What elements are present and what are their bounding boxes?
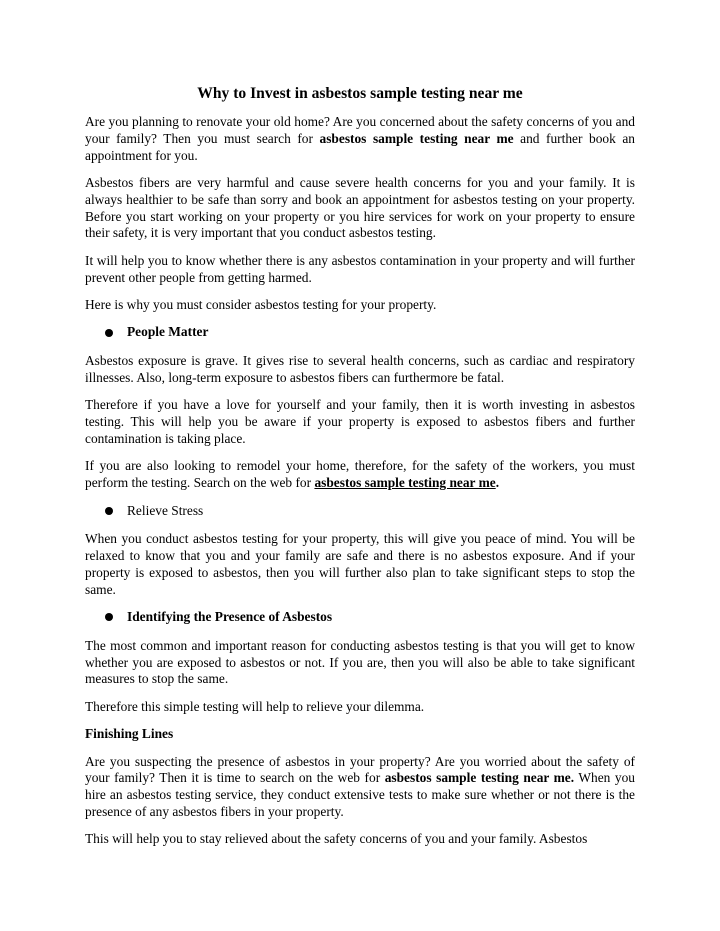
bullet-identifying (105, 609, 635, 626)
bullet-dot-icon (105, 329, 113, 337)
paragraph-love: Therefore if you have a love for yourself and your family, then it is worth investing in asbestos testing. This will help you be aware if your property is exposed to asbestos fibers and further contamination is taking place. (85, 397, 635, 446)
bullet-label: Identifying the Presence of Asbestos (127, 609, 333, 625)
paragraph-suspecting-end: When you hire an asbestos testing service, they conduct extensive tests to make sure whether or not there is the presence of any asbestos fibers in your property. (85, 770, 635, 820)
keyword-bold: asbestos sample testing near me (319, 130, 514, 146)
bullet-label: Relieve Stress (127, 502, 204, 518)
paragraph-reason: The most common and important reason for conducting asbestos testing is that you will get to know whether you are exposed to asbestos or not. If you are, then you will also be able to take significant measures to stop the same. (85, 637, 635, 687)
bullet-relieve-stress (105, 503, 635, 520)
paragraph-peace: When you conduct asbestos testing for your property, this will give you peace of mind. You will be relaxed to know that you and your family are safe and there is no asbestos exposure. And if your property is exposed to asbestos, then you will further also plan to take significant steps to stop the same. (85, 531, 635, 597)
paragraph-why: Here is why you must consider asbestos testing for your property. (85, 296, 437, 312)
keyword-bold: asbestos sample testing near me. (384, 770, 575, 786)
bullet-dot-icon (105, 507, 113, 515)
bullet-people-matter (105, 324, 635, 341)
paragraph-remodel-text: If you are also looking to remodel your home, therefore, for the safety of the workers, you must perform the testing. Search on the web for (85, 458, 635, 491)
document-title: Why to Invest in asbestos sample testing near me (197, 85, 523, 102)
paragraph-suspecting-text: Are you suspecting the presence of asbestos in your property? Are you worried about the safety of your family? Then it is time to search on the web for (85, 753, 635, 786)
paragraph-intro-text: Are you planning to renovate your old home? Are you concerned about the safety concerns of you and your family? Then you must search for (85, 114, 635, 146)
keyword-link[interactable]: asbestos sample testing near me (314, 475, 496, 491)
paragraph-intro-end: and further book an appointment for you. (85, 130, 635, 163)
paragraph-exposure: Asbestos exposure is grave. It gives rise to several health concerns, such as cardiac and respiratory illnesses. Also, long-term exposure to asbestos fibers can furthermore be fatal. (85, 353, 635, 385)
document-page (85, 84, 635, 859)
bullet-label: People Matter (127, 324, 209, 340)
bullet-dot-icon (105, 613, 113, 621)
paragraph-suspecting (85, 754, 635, 821)
paragraph-relieved: This will help you to stay relieved about the safety concerns of you and your family. Asbestos (85, 831, 588, 847)
paragraph-harmful: Asbestos fibers are very harmful and cause severe health concerns for you and your family. It is always healthier to be safe than sorry and book an appointment for asbestos testing on your property. Before you start working on your property or you hire services for work on your property to ensure their safety, it is very important that you conduct asbestos testing. (85, 174, 635, 241)
paragraph-contamination: It will help you to know whether there is any asbestos contamination in your property and will further prevent other people from getting harmed. (85, 252, 635, 285)
section-heading: Finishing Lines (85, 726, 174, 742)
paragraph-dilemma: Therefore this simple testing will help to relieve your dilemma. (85, 698, 425, 714)
paragraph-remodel (85, 458, 635, 492)
paragraph-remodel-end: . (495, 475, 500, 491)
paragraph-intro (85, 114, 635, 164)
